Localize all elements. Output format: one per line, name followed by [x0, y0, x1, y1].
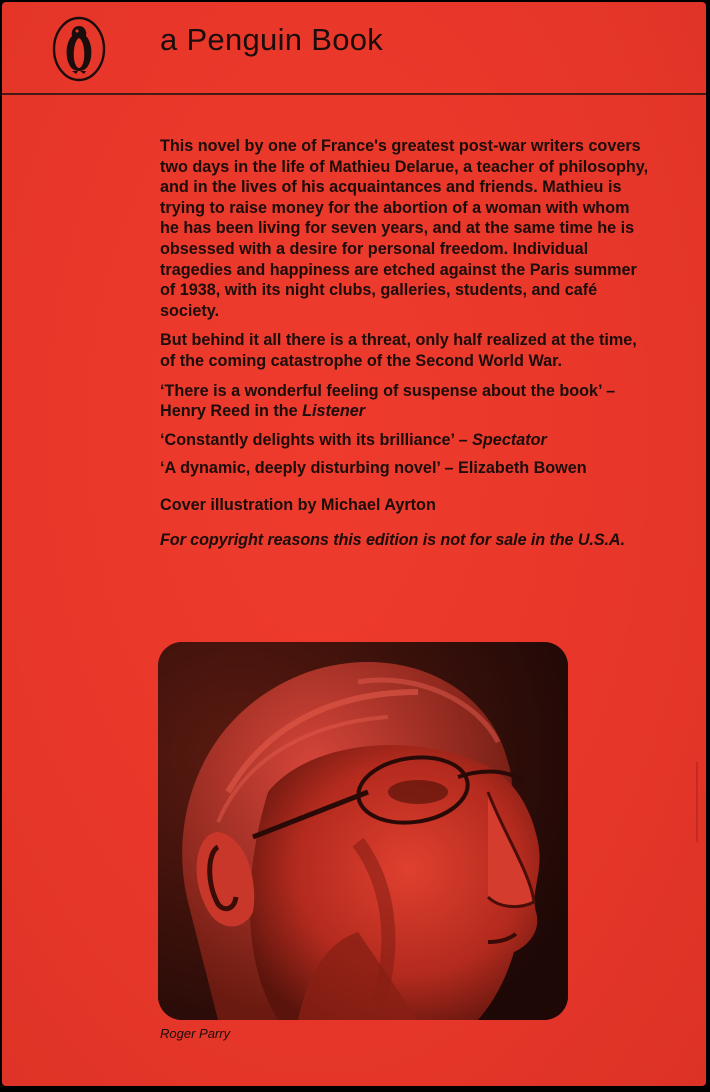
- description-paragraph: This novel by one of France's greatest post-war writers covers two days in the life of Mathieu Delarue, a teacher of philosophy, and in the lives of his acquaintances and friends. Mathieu is trying to raise money for the abortion of a woman with whom he has been living for seven years, and at the same time he is obsessed with a desire for personal freedom. Individual tragedies and happiness are etched against the Paris summer of 1938, with its night clubs, galleries, students, and café society.: [160, 137, 649, 320]
- publisher-brand: a Penguin Book: [160, 22, 384, 57]
- penguin-logo-icon: [52, 16, 106, 82]
- description-paragraph-2: But behind it all there is a threat, only half realized at the time, of the coming catastrophe of the Second World War.: [160, 331, 637, 370]
- book-back-cover: [2, 2, 706, 1086]
- review-quote: ‘There is a wonderful feeling of suspense about the book’ – Henry Reed in the Listener: [160, 381, 616, 421]
- review-quote: ‘A dynamic, deeply disturbing novel’ – Elizabeth Bowen: [160, 459, 587, 478]
- photo-credit: Roger Parry: [160, 1026, 231, 1041]
- header: [2, 2, 706, 94]
- author-portrait-photo: [158, 642, 568, 1020]
- cover-illustration-credit: Cover illustration by Michael Ayrton: [160, 495, 436, 514]
- cover-crease: [696, 762, 698, 842]
- review-quote: ‘Constantly delights with its brilliance’ – Spectator: [160, 430, 547, 449]
- header-divider: [2, 93, 706, 95]
- blurb-text: [160, 136, 650, 559]
- copyright-notice: For copyright reasons this edition is not for sale in the U.S.A.: [160, 530, 625, 549]
